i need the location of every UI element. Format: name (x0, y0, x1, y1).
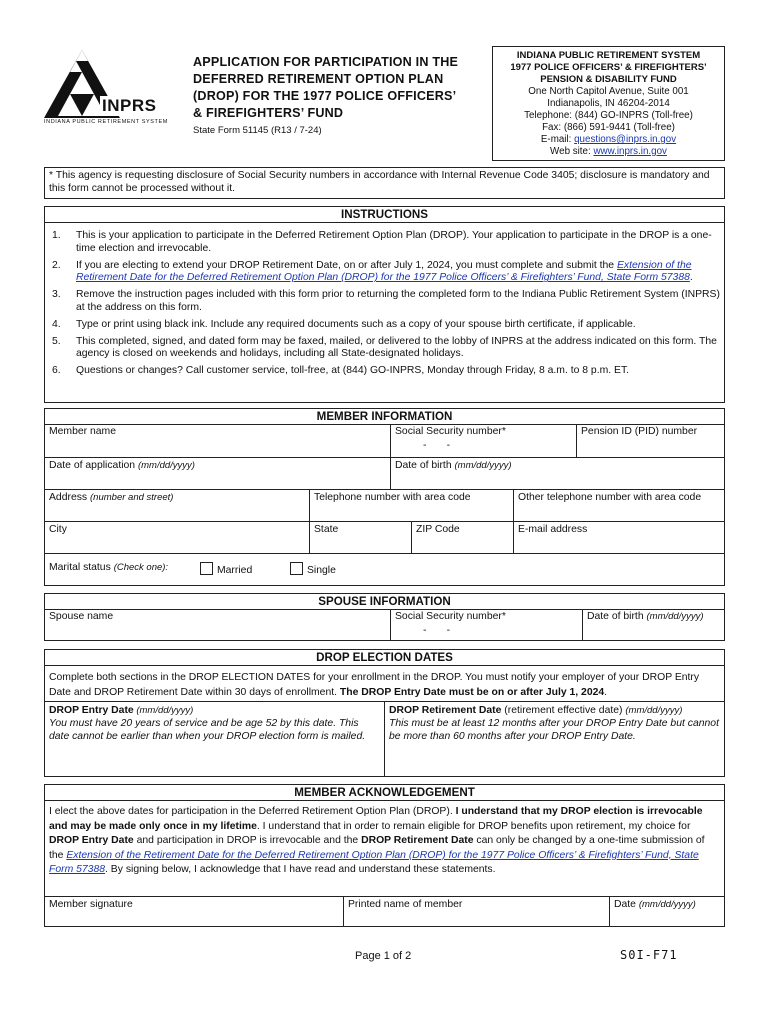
single-option[interactable]: Single (290, 562, 336, 576)
agency-address-box: INDIANA PUBLIC RETIREMENT SYSTEM 1977 POLICE OFFICERS’ & FIREFIGHTERS’ PENSION & DISABILITY FUND One North Capitol Avenue, Suite 001 Indianapolis, IN 46204-2014 Telephone: (844) GO-INPRS (Toll-free) Fax: (866) 591-9441 (Toll-free) E-mail: questions@inprs.in.gov Web site: www.inprs.in.gov (492, 46, 725, 161)
spouse-ssn-field[interactable]: Social Security number* (391, 609, 583, 640)
spouse-information-heading: SPOUSE INFORMATION (45, 594, 724, 610)
instructions-heading: INSTRUCTIONS (45, 207, 724, 223)
member-dob-field[interactable]: Date of birth (mm/dd/yyyy) (391, 458, 725, 490)
form-number: State Form 51145 (R13 / 7-24) (193, 125, 322, 136)
marital-status-row: Marital status (Check one): (49, 562, 169, 573)
drop-election-section (44, 649, 725, 777)
form-title: APPLICATION FOR PARTICIPATION IN THE DEFERRED RETIREMENT OPTION PLAN (DROP) FOR THE 1977 POLICE OFFICERS’ & FIREFIGHTERS’ FUND (193, 55, 459, 120)
spouse-information-section (44, 593, 725, 641)
ssn-disclosure-notice: * This agency is requesting disclosure of Social Security numbers in accordance with Internal Revenue Code 3405; disclosure is mandatory and this form cannot be processed without it. (44, 167, 725, 199)
acknowledgement-text: I elect the above dates for participation in the Deferred Retirement Option Plan (DROP). I understand that my DROP election is irrevocable and may be made only once in my lifetime. I understand that in order to remain eligible for DROP benefits upon retirement, my choice for DROP Entry Date and participation in DROP is irrevocable and the DROP Retirement Date can only be changed by a one-time submission of the Extension of the Retirement Date for the Deferred Retirement Option Plan (DROP) for the 1977 Police Officers’ & Firefighters’ Fund, State Form 57388. By signing below, I acknowledge that I have read and understand these statements. (45, 801, 724, 897)
city-field[interactable]: City (45, 522, 310, 554)
instruction-item: 6. Questions or changes? Call customer service, toll-free, at (844) GO-INPRS, Monday through Friday, 8 a.m. to 8 p.m. ET. (52, 365, 630, 377)
drop-election-heading: DROP ELECTION DATES (45, 650, 724, 666)
logo-wordmark: INPRS (102, 96, 157, 115)
drop-election-intro: Complete both sections in the DROP ELECTION DATES for your enrollment in the DROP. You must notify your employer of your DROP Entry Date and DROP Retirement Date within 30 days of enrollment. The DROP Entry Date must be on or after July 1, 2024. (45, 666, 724, 702)
instruction-item: 1. This is your application to participate in the Deferred Retirement Option Plan (DROP). Your application to participate in the DROP is a one-time election and irrevocable. (52, 230, 712, 254)
member-acknowledgement-section (44, 784, 725, 927)
instruction-item: 4. Type or print using black ink. Include any required documents such as a copy of your spouse birth certificate, if applicable. (52, 318, 636, 330)
spouse-dob-field[interactable]: Date of birth (mm/dd/yyyy) (587, 611, 704, 622)
single-checkbox[interactable] (290, 562, 303, 575)
member-ssn-field[interactable]: Social Security number* (391, 424, 577, 458)
member-information-section (44, 408, 725, 586)
website-link[interactable]: www.inprs.in.gov (593, 146, 667, 157)
extension-form-link[interactable]: Extension of the Retirement Date for the Deferred Retirement Option Plan (DROP) for the 1977 Police Officers’ & Firefighters’ Fund, State Form 57388 (76, 259, 692, 284)
logo-tagline: INDIANA PUBLIC RETIREMENT SYSTEM (44, 119, 168, 125)
drop-entry-date-field[interactable]: DROP Entry Date (mm/dd/yyyy) You must have 20 years of service and be age 52 by this date. This date cannot be earlier than when your DROP election form is mailed. (45, 702, 385, 776)
form-code: S0I-F71 (620, 948, 678, 962)
instruction-item: 5. This completed, signed, and dated form may be faxed, mailed, or delivered to the lobby of INPRS at the address indicated on this form. The agency is closed on weekends and holidays, including all State-designated holidays. (52, 335, 717, 360)
instruction-item: 3. Remove the instruction pages included with this form prior to returning the completed form to the Indiana Public Retirement System (INPRS) at the address on this form. (52, 289, 720, 313)
member-signature-field[interactable]: Member signature (45, 897, 344, 926)
address-field[interactable]: Address (number and street) (45, 490, 310, 522)
extension-form-link[interactable]: Extension of the Retirement Date for the Deferred Retirement Option Plan (DROP) for the 1977 Police Officers’ & Firefighters’ Fund, State Form 57388 (49, 849, 699, 876)
member-ssn-dashes: - - (423, 440, 451, 451)
other-telephone-field[interactable]: Other telephone number with area code (514, 490, 725, 522)
member-name-field[interactable]: Member name (45, 424, 391, 458)
instructions-section (44, 206, 725, 403)
telephone-field[interactable]: Telephone number with area code (310, 490, 514, 522)
pension-id-field[interactable]: Pension ID (PID) number (577, 424, 725, 458)
page-number: Page 1 of 2 (355, 950, 412, 962)
state-field[interactable]: State (310, 522, 412, 554)
drop-retirement-date-field[interactable]: DROP Retirement Date (retirement effective date) (mm/dd/yyyy) This must be at least 12 months after your DROP Entry Date but cannot be more than 60 months after your DROP Entry Date. (389, 705, 719, 742)
acknowledgement-heading: MEMBER ACKNOWLEDGEMENT (45, 785, 724, 801)
instruction-item: 2. If you are electing to extend your DROP Retirement Date, on or after July 1, 2024, you must complete and submit the Extension of the Retirement Date for the Deferred Retirement Option Plan (DROP) for the 1977 Police Officers’ & Firefighters’ Fund, State Form 57388. (52, 259, 693, 284)
application-date-field[interactable]: Date of application (mm/dd/yyyy) (45, 458, 391, 490)
email-link[interactable]: questions@inprs.in.gov (574, 134, 677, 145)
married-option[interactable]: Married (200, 562, 252, 576)
spouse-ssn-dashes: - - (423, 625, 451, 636)
printed-name-field[interactable]: Printed name of member (344, 897, 610, 926)
member-information-heading: MEMBER INFORMATION (45, 409, 724, 425)
spouse-name-field[interactable]: Spouse name (45, 609, 391, 640)
married-checkbox[interactable] (200, 562, 213, 575)
signature-date-field[interactable]: Date (mm/dd/yyyy) (614, 899, 696, 910)
zip-code-field[interactable]: ZIP Code (412, 522, 514, 554)
email-field[interactable]: E-mail address (514, 522, 725, 554)
